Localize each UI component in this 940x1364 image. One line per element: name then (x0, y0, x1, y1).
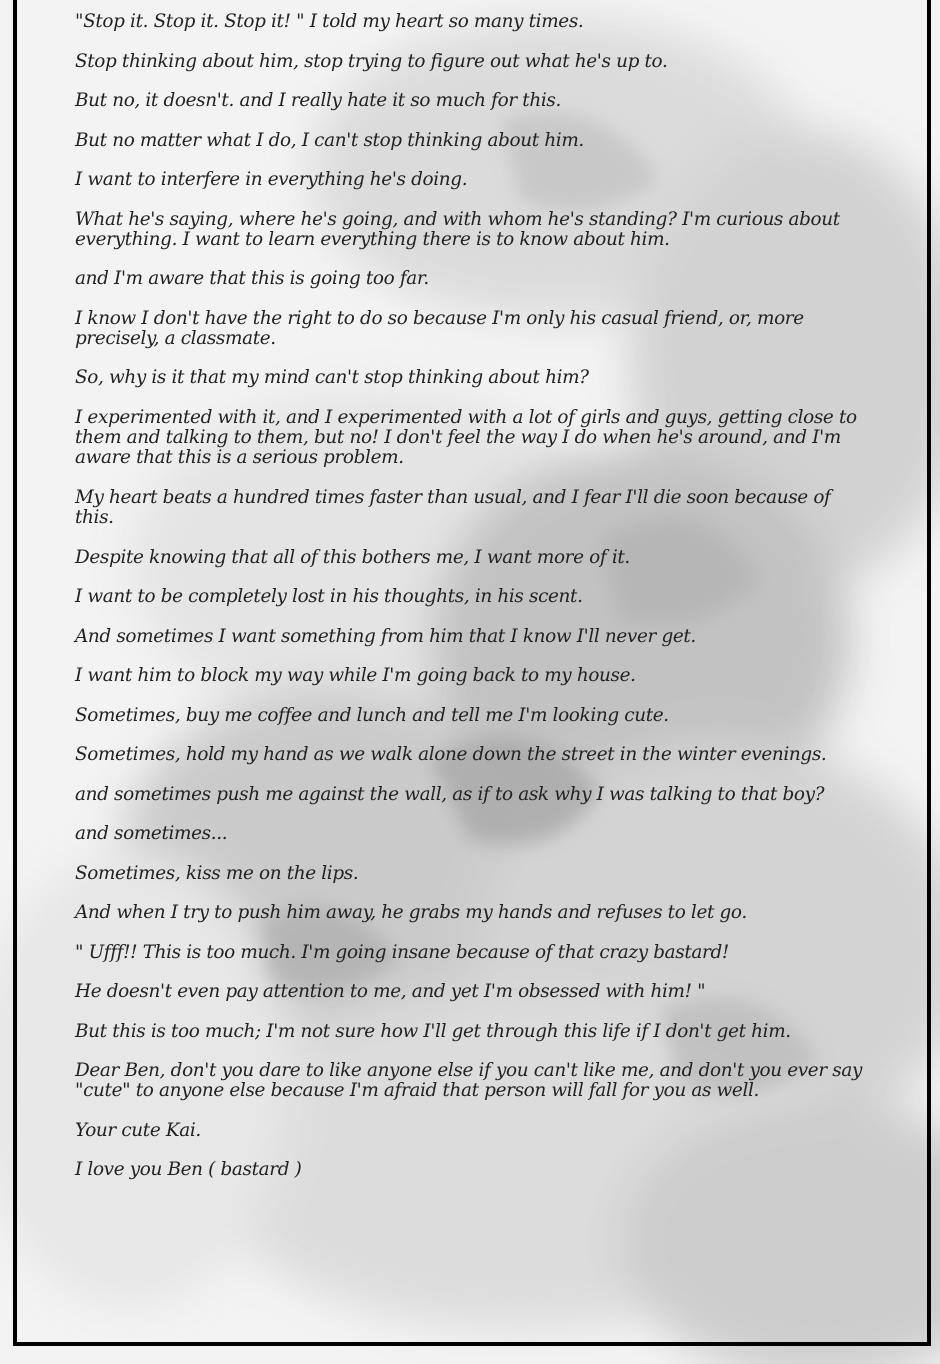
paragraph: He doesn't even pay attention to me, and yet I'm obsessed with him! " (75, 981, 706, 1003)
paragraph: I experimented with it, and I experimented with a lot of girls and guys, getting close to them and talking to them, but no! I don't feel the way I do when he's around, and I'm aware that this is a serious problem. (75, 406, 857, 469)
paragraph: And sometimes I want something from him that I know I'll never get. (75, 625, 696, 647)
paragraph: I know I don't have the right to do so because I'm only his casual friend, or, more precisely, a classmate. (75, 307, 804, 349)
paragraph: Dear Ben, don't you dare to like anyone else if you can't like me, and don't you ever say "cute" to anyone else because I'm afraid that person will fall for you as well. (75, 1060, 863, 1102)
paragraph: But no matter what I do, I can't stop thinking about him. (75, 129, 584, 151)
paragraph: " Ufff!! This is too much. I'm going insane because of that crazy bastard! (75, 941, 729, 963)
paragraph: Stop thinking about him, stop trying to figure out what he's up to. (75, 50, 668, 72)
paragraph: and sometimes push me against the wall, as if to ask why I was talking to that boy? (75, 783, 825, 805)
paragraph: I want him to block my way while I'm going back to my house. (75, 665, 636, 687)
paragraph: But this is too much; I'm not sure how I'll get through this life if I don't get him. (75, 1020, 791, 1042)
paragraph: So, why is it that my mind can't stop thinking about him? (75, 367, 589, 389)
paragraph: What he's saying, where he's going, and with whom he's standing? I'm curious about everything. I want to learn everything there is to know about him. (75, 208, 840, 250)
paragraph: Sometimes, kiss me on the lips. (75, 862, 359, 884)
paragraph: My heart beats a hundred times faster than usual, and I fear I'll die soon because of this. (75, 486, 831, 529)
paragraph: Sometimes, buy me coffee and lunch and tell me I'm looking cute. (75, 704, 669, 726)
paragraph: and I'm aware that this is going too far. (75, 268, 429, 290)
paragraph: I want to interfere in everything he's doing. (75, 169, 468, 190)
paragraph: And when I try to push him away, he grabs my hands and refuses to let go. (75, 902, 747, 924)
letter-body (75, 12, 865, 1200)
paragraph: and sometimes... (75, 823, 228, 845)
paragraph: "Stop it. Stop it. Stop it! " I told my heart so many times. (75, 11, 584, 32)
paragraph: Despite knowing that all of this bothers me, I want more of it. (75, 546, 630, 568)
paragraph: I want to be completely lost in his thoughts, in his scent. (75, 586, 583, 608)
paragraph: Sometimes, hold my hand as we walk alone down the street in the winter evenings. (75, 744, 827, 766)
closing-line: I love you Ben ( bastard ) (75, 1159, 302, 1181)
signature-line: Your cute Kai. (75, 1119, 201, 1141)
paragraph: But no, it doesn't. and I really hate it so much for this. (75, 90, 561, 111)
